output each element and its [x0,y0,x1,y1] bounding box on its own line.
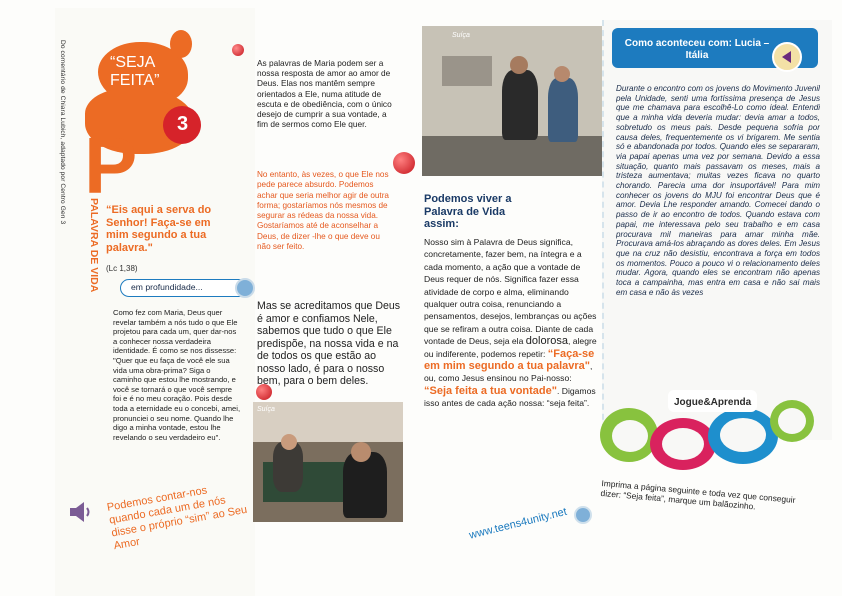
col2-mid: , alegre ou indiferente, podemos repetir: [424,336,597,359]
balloon-right-inner [720,418,766,452]
foosball-photo [253,402,403,522]
section-title: “SEJA FEITA” [110,54,160,89]
globe-icon [574,506,592,524]
quote-reference: (Lc 1,38) [106,264,138,273]
right-footer: Imprima a página seguinte e toda vez que conseguir dizer: “Seja feita”, marque um balãozinho. [600,478,796,512]
left-paragraph: Como fez com Maria, Deus quer revelar também a nós tudo o que Ele projetou para cada um, quer dar-nos a conhecer nossa verdadeira identidade. É como se nos dissesse: "Quer que eu faça de você ele sua vida uma obra-prima? Siga o caminho que estou lhe mostrando, e você se tornará o que você sempre foi e é no meu coração. Pois desde toda a eternidade eu o concebi, amei, pronunciei o seu nome. Quando lhe digo a minha vontade, estou lhe revelando o seu verdadeiro eu". [113,308,241,442]
middle-para-2: No entanto, às vezes, o que Ele nos pede parece absurdo. Podemos achar que seria melhor agir de outra forma; gostaríamos nós mesmos de segurar as rédeas da nossa vida. Gostaríamos até de aconselhar a Deus, de dizer -lhe o que deve ou não ser feito. [257,170,389,252]
red-ball-small [232,44,244,56]
col2-intro: Nosso sim à Palavra de Deus significa, concretamente, fazer bem, na íntegra e a cada momento, a ação que a vontade de Deus requer de nós. Significa fazer essa atividade de corpo e alma, eliminando qualquer outra coisa, renunciando a pensamentos, desejos, lembranças ou ações que se refiram a outra coisa. Diante de cada vontade de Deus, seja ela [424,237,597,347]
balloon-middle-inner [662,428,704,460]
middle-para-1: As palavras de Maria podem ser a nossa resposta de amor ao amor de Deus. Elas nos mantêm sempre orientados a Ele, numa atitude de escuta e de obediência, com o único desejo de cumprir a sua vontade, a fim de sermos como Ele quer. [257,58,392,130]
col2-seja-feita: “Seja feita a tua vontade" [424,384,557,397]
in-depth-label: em profundidade... [131,282,203,292]
col2-faca-se: “Faça-se em mim segundo a tua palavra" [424,347,595,373]
balloon-left-inner [612,420,648,452]
audio-button[interactable] [772,42,802,72]
col2-mid2: , ou, como Jesus ensinou no Pai-nosso: [424,361,593,384]
balloon-far-inner [778,408,806,434]
main-quote: “Eis aqui a serva do Senhor! Faça-se em mim segundo a tua palavra." [106,204,212,254]
middle-para-3: Mas se acreditamos que Deus é amor e confiamos Nele, sabemos que tudo o que Ele predispõe, na nossa vida e na de todos os que estão ao nosso lado, é para o nosso bem, para o bem deles. [257,300,401,387]
foosball-photo-caption: Suíça [257,406,275,413]
vertical-credit: Do comentário de Chiara Lubich, adaptado por Centro Gen 3 [59,40,66,225]
game-button[interactable] [668,390,757,412]
kitchen-photo-caption: Suíça [452,32,470,39]
right-title: Como aconteceu com: Lucia – Itália [624,38,770,61]
kitchen-photo [422,26,602,176]
middle-col2-text [424,236,600,410]
magnifier-icon [235,278,255,298]
in-depth-button[interactable] [120,279,250,297]
number-label: 3 [177,113,189,135]
col2-dolorosa: dolorosa [525,335,568,348]
bottom-quote: Podemos contar-nos quando cada um de nós disse o próprio “sim” ao Seu Amor [106,484,249,553]
red-ball-top [393,152,415,174]
col2-end: . Digamos isso antes de cada ação nossa: “seja feita”. [424,385,596,409]
website-link[interactable]: www.teens4unity.net [468,505,569,542]
right-story: Durante o encontro com os jovens do Movimento Juvenil pela Unidade, senti uma fortíssima presença de Jesus que me chamava para escolhê-Lo como ideal. Entendi que a minha vida deveria mudar: devia amar a todos, sobretudo os meus pais. Desde pequena sofria por causa deles, frequentemente os vi brigarem. Me sentia só e abandonada por todos. Quando eles se separaram, via papai apenas uma vez por semana. Devido a essa situação, quanto mais passavam os meses, mais a tristeza aumentava; muitas vezes ficava no quarto chorando. Parecia uma dor insuportável! Para mim conhecer os jovens do MJU foi encontrar Deus que é amor. Devia Lhe responder amando. Comecei dando o passo de ir ao encontro de todos. Quando estava com papai, me interessava pelo seu trabalho e em casa procurava mil maneiras para amar minha mãe. Procurava amá-los abraçando as dores deles. Em Jesus que na cruz não desistiu, encontrava a força em todos os momentos. Pouco a pouco vi o relacionamento deles mudar. Agora, quando eles se encontram não apenas toca a campainha, mas entra em casa e não sai mais em casa e não às vezes [616,84,820,297]
big-letter-p: P [84,121,138,210]
play-back-icon [774,44,800,70]
vertical-palavra-de-vida: PALAVRA DE VIDA [88,198,100,293]
game-label: Jogue&Aprenda [674,397,752,408]
middle-heading: Podemos viver a Palavra de Vida assim: [424,193,512,231]
speaker-icon[interactable] [66,498,94,526]
